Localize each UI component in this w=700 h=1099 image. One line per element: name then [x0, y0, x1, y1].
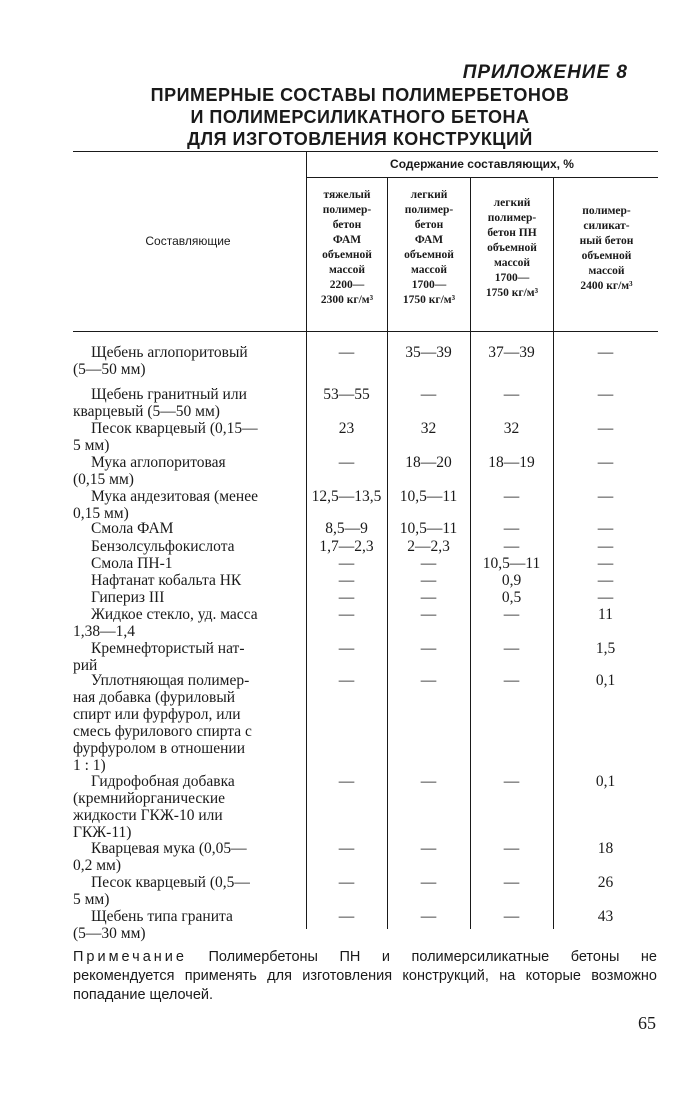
- column-header-line: массой: [588, 265, 625, 277]
- column-header-line: легкий: [410, 189, 448, 201]
- table-cell: 0,1: [595, 672, 616, 689]
- column-header-line: объемной: [581, 250, 632, 262]
- table-cell: —: [338, 572, 355, 589]
- column-header-line: ФАМ: [332, 234, 362, 246]
- table-cell: 53—55: [323, 386, 370, 403]
- table-cell: 0,5: [501, 589, 522, 606]
- table-cell: —: [338, 606, 355, 623]
- table-cell: 12,5—13,5: [311, 488, 382, 505]
- column-header-line: полимер-: [322, 204, 372, 216]
- table-cell: 43: [597, 908, 614, 925]
- document-title: [60, 84, 660, 150]
- column-header-line: силикат-: [583, 220, 630, 232]
- table-cell: 1,5: [595, 640, 616, 657]
- row-label-line: Гипериз III: [91, 589, 165, 606]
- table-cell: —: [597, 589, 614, 606]
- table-cell: —: [503, 488, 520, 505]
- table-cell: 18—19: [488, 454, 535, 471]
- row-label-line: 5 мм): [73, 891, 110, 908]
- table-row-label: [73, 589, 299, 606]
- column-header-line: 1700—: [411, 279, 447, 291]
- table-cell: 18—20: [405, 454, 452, 471]
- row-label-line: смесь фурилового спирта с: [73, 723, 252, 740]
- table-cell: —: [338, 589, 355, 606]
- table-cell: 23: [338, 420, 355, 437]
- table-cell: —: [338, 908, 355, 925]
- row-label-line: (0,15 мм): [73, 471, 134, 488]
- column-header-line: 1750 кг/м³: [402, 294, 456, 306]
- table-cell: 10,5—11: [482, 555, 541, 572]
- table-cell: —: [420, 572, 437, 589]
- column-header-line: массой: [410, 264, 448, 276]
- table-cell: 10,5—11: [399, 488, 458, 505]
- table-row-label: [73, 344, 299, 378]
- row-label-line: Песок кварцевый (0,15—: [91, 420, 258, 437]
- row-label-line: Песок кварцевый (0,5—: [91, 874, 250, 891]
- table-cell: —: [597, 520, 614, 537]
- table-cell: —: [420, 640, 437, 657]
- header-bottom-rule: [73, 331, 658, 332]
- row-label-line: фурфуролом в отношении: [73, 740, 245, 757]
- table-cell: 0,9: [501, 572, 522, 589]
- row-label-line: рий: [73, 657, 98, 674]
- table-row-label: [73, 386, 299, 420]
- row-label-line: спирт или фурфурол, или: [73, 706, 241, 723]
- column-header-line: 2200—: [329, 279, 365, 291]
- row-label-line: жидкости ГКЖ-10 или: [73, 807, 223, 824]
- table-cell: —: [503, 520, 520, 537]
- column-header: [555, 204, 658, 294]
- column-header-line: бетон: [332, 219, 362, 231]
- column-header-line: бетон ПН: [487, 227, 537, 239]
- column-header-line: легкий: [493, 197, 531, 209]
- column-header-line: 1700—: [494, 272, 530, 284]
- table-row-label: [73, 420, 299, 454]
- components-header: Составляющие: [145, 234, 231, 248]
- table-cell: —: [420, 386, 437, 403]
- table-cell: —: [420, 908, 437, 925]
- row-label-line: Щебень гранитный или: [91, 386, 247, 403]
- table-cell: 37—39: [488, 344, 535, 361]
- column-header-line: тяжелый: [323, 189, 371, 201]
- row-label-line: 1,38—1,4: [73, 623, 135, 640]
- table-cell: —: [503, 874, 520, 891]
- table-row-label: [73, 520, 299, 537]
- title-line: ДЛЯ ИЗГОТОВЛЕНИЯ КОНСТРУКЦИЙ: [187, 129, 533, 149]
- row-label-line: Мука аглопоритовая: [91, 454, 226, 471]
- table-cell: —: [420, 840, 437, 857]
- table-cell: 32: [503, 420, 520, 437]
- table-cell: —: [503, 606, 520, 623]
- column-header-line: массой: [328, 264, 366, 276]
- table-cell: —: [420, 672, 437, 689]
- row-label-line: Жидкое стекло, уд. масса: [91, 606, 258, 623]
- table-row-label: [73, 773, 299, 841]
- title-line: ПРИМЕРНЫЕ СОСТАВЫ ПОЛИМЕРБЕТОНОВ: [150, 85, 570, 105]
- table-cell: —: [503, 640, 520, 657]
- table-row-label: [73, 672, 299, 774]
- row-label-line: Щебень типа гранита: [91, 908, 233, 925]
- table-row-label: [73, 538, 299, 555]
- row-label-line: Нафтанат кобальта НК: [91, 572, 242, 589]
- table-cell: —: [503, 386, 520, 403]
- row-label-line: 0,2 мм): [73, 857, 122, 874]
- table-cell: 1,7—2,3: [319, 538, 374, 555]
- column-header-line: полимер-: [404, 204, 454, 216]
- table-cell: —: [597, 386, 614, 403]
- table-cell: 32: [420, 420, 437, 437]
- table-cell: 11: [598, 606, 613, 623]
- table-row-label: [73, 640, 299, 674]
- row-label-line: Смола ФАМ: [91, 520, 174, 537]
- table-cell: —: [338, 773, 355, 790]
- column-header: [389, 188, 469, 308]
- row-label-line: 0,15 мм): [73, 505, 129, 522]
- table-cell: 18: [597, 840, 614, 857]
- table-row-label: [73, 840, 299, 874]
- footnote-lead: Примечание: [73, 949, 187, 965]
- table-cell: —: [597, 572, 614, 589]
- table-cell: 8,5—9: [325, 520, 368, 537]
- table-cell: —: [597, 344, 614, 361]
- row-label-line: (5—50 мм): [73, 361, 146, 378]
- table-cell: —: [338, 840, 355, 857]
- column-header-line: полимер-: [582, 205, 631, 217]
- row-label-line: Щебень аглопоритовый: [91, 344, 248, 361]
- table-cell: —: [503, 908, 520, 925]
- table-top-rule: [73, 151, 658, 152]
- column-header-line: массой: [493, 257, 531, 269]
- table-cell: —: [338, 640, 355, 657]
- table-cell: 2—2,3: [407, 538, 450, 555]
- table-cell: —: [338, 874, 355, 891]
- column-header-line: 2300 кг/м³: [320, 294, 374, 306]
- table-row-label: [73, 488, 299, 522]
- row-label-line: Уплотняющая полимер-: [91, 672, 250, 689]
- table-cell: —: [503, 840, 520, 857]
- column-header-line: ный бетон: [579, 235, 634, 247]
- row-label-line: кварцевый (5—50 мм): [73, 403, 220, 420]
- table-cell: 0,1: [595, 773, 616, 790]
- table-cell: —: [338, 344, 355, 361]
- table-cell: —: [420, 589, 437, 606]
- group-header: Содержание составляющих, %: [390, 157, 574, 171]
- column-header-line: 1750 кг/м³: [485, 287, 539, 299]
- table-cell: —: [420, 874, 437, 891]
- column-header: [472, 196, 552, 301]
- table-row-label: [73, 572, 299, 589]
- row-label-line: Кремнефтористый нат-: [91, 640, 245, 657]
- title-line: И ПОЛИМЕРСИЛИКАТНОГО БЕТОНА: [190, 107, 530, 127]
- table-cell: —: [420, 773, 437, 790]
- table-cell: —: [338, 555, 355, 572]
- table-cell: —: [597, 555, 614, 572]
- column-header-line: объемной: [487, 242, 537, 254]
- table-row-label: [73, 454, 299, 488]
- row-label-line: Кварцевая мука (0,05—: [91, 840, 247, 857]
- column-header: [308, 188, 386, 308]
- table-cell: 26: [597, 874, 614, 891]
- table-row-label: [73, 908, 299, 942]
- row-label-line: 1 : 1): [73, 757, 106, 774]
- group-header-rule: [306, 177, 658, 178]
- table-cell: 35—39: [405, 344, 452, 361]
- row-label-line: Смола ПН-1: [91, 555, 173, 572]
- row-label-line: Мука андезитовая (менее: [91, 488, 258, 505]
- column-header-line: полимер-: [487, 212, 537, 224]
- table-cell: —: [503, 538, 520, 555]
- row-label-line: (5—30 мм): [73, 925, 146, 942]
- table-row-label: [73, 555, 299, 572]
- table-row-label: [73, 874, 299, 908]
- table-cell: —: [338, 672, 355, 689]
- column-header-line: ФАМ: [414, 234, 444, 246]
- row-label-line: (кремнийорганические: [73, 790, 225, 807]
- table-cell: —: [503, 672, 520, 689]
- row-label-line: Гидрофобная добавка: [91, 773, 235, 790]
- table-cell: —: [503, 773, 520, 790]
- row-label-line: ная добавка (фуриловый: [73, 689, 236, 706]
- footnote-text: Полимербетоны ПН и полимерсиликатные бетоны не рекомендуется применять для изготовления конструкций, на которые возможно попадание щелочей.: [73, 949, 657, 1003]
- table-cell: —: [597, 488, 614, 505]
- table-cell: —: [597, 420, 614, 437]
- table-cell: 10,5—11: [399, 520, 458, 537]
- table-cell: —: [338, 454, 355, 471]
- column-header-line: объемной: [404, 249, 454, 261]
- row-label-line: ГКЖ-11): [73, 824, 132, 841]
- column-header-line: 2400 кг/м³: [580, 280, 633, 292]
- table-cell: —: [597, 454, 614, 471]
- table-cell: —: [420, 555, 437, 572]
- column-header-line: бетон: [414, 219, 444, 231]
- row-label-line: Бензолсульфокислота: [91, 538, 235, 555]
- column-header-line: объемной: [322, 249, 372, 261]
- row-label-line: 5 мм): [73, 437, 110, 454]
- footnote: [73, 948, 657, 1005]
- table-cell: —: [420, 606, 437, 623]
- table-cell: —: [597, 538, 614, 555]
- appendix-label: ПРИЛОЖЕНИЕ 8: [462, 62, 628, 83]
- table-row-label: [73, 606, 299, 640]
- page-number: 65: [638, 1013, 656, 1033]
